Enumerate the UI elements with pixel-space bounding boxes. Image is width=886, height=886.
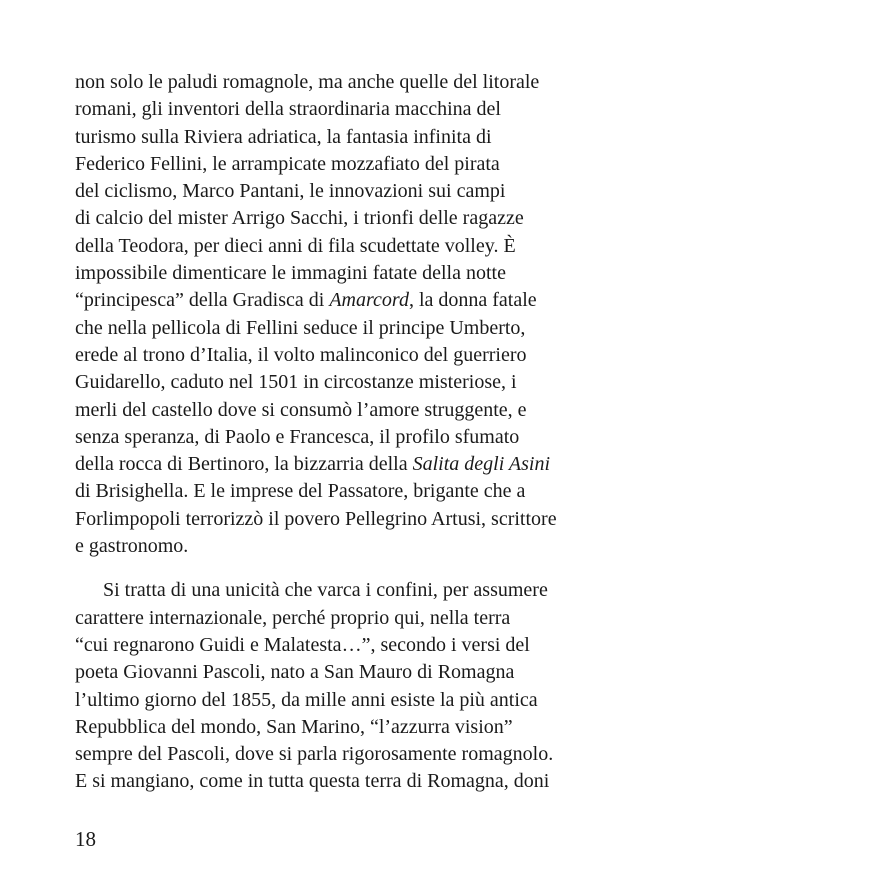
text-line: romani, gli inventori della straordinaria macchina del [75,98,501,121]
text-line: carattere internazionale, perché proprio qui, nella terra [75,606,511,629]
text-line: poeta Giovanni Pascoli, nato a San Mauro di Romagna [75,661,515,684]
text-line: senza speranza, di Paolo e Francesca, il profilo sfumato [75,425,520,448]
text-line: impossibile dimenticare le immagini fatate della notte [75,262,506,285]
text-segment: , la donna fatale [408,289,537,312]
page-body [75,69,675,796]
text-line: Guidarello, caduto nel 1501 in circostanze misteriose, i [75,371,517,394]
text-line [75,287,675,314]
paragraph-2 [75,577,675,795]
text-line: e gastronomo. [75,535,189,558]
text-line: merli del castello dove si consumò l’amore struggente, e [75,398,527,421]
text-line [75,451,675,478]
text-line: “cui regnarono Guidi e Malatesta…”, secondo i versi del [75,633,530,656]
text-line: sempre del Pascoli, dove si parla rigorosamente romagnolo. [75,743,554,766]
paragraph-gap [75,560,675,577]
text-segment: “principesca” della Gradisca di [75,289,330,312]
text-line: erede al trono d’Italia, il volto malinconico del guerriero [75,343,527,366]
text-line: Repubblica del mondo, San Marino, “l’azzurra vision” [75,715,513,738]
film-title: Amarcord [329,289,409,312]
text-line: del ciclismo, Marco Pantani, le innovazioni sui campi [75,180,506,203]
page-number: 18 [75,827,96,851]
text-line: Forlimpopoli terrorizzò il povero Pellegrino Artusi, scrittore [75,507,557,530]
text-line: turismo sulla Riviera adriatica, la fantasia infinita di [75,125,492,148]
text-line: E si mangiano, come in tutta questa terra di Romagna, doni [75,770,550,793]
place-name: Salita degli Asini [412,453,551,476]
paragraph-1 [75,69,675,560]
text-line: Federico Fellini, le arrampicate mozzafiato del pirata [75,152,500,175]
text-line: non solo le paludi romagnole, ma anche quelle del litorale [75,71,540,93]
text-line: della Teodora, per dieci anni di fila scudettate volley. È [75,234,516,257]
text-line: di Brisighella. E le imprese del Passatore, brigante che a [75,480,526,503]
text-segment: della rocca di Bertinoro, la bizzarria della [75,453,413,476]
text-line: Si tratta di una unicità che varca i confini, per assumere [103,579,548,602]
text-line: di calcio del mister Arrigo Sacchi, i trionfi delle ragazze [75,207,524,230]
text-line: che nella pellicola di Fellini seduce il principe Umberto, [75,316,526,339]
text-line: l’ultimo giorno del 1855, da mille anni esiste la più antica [75,688,538,711]
